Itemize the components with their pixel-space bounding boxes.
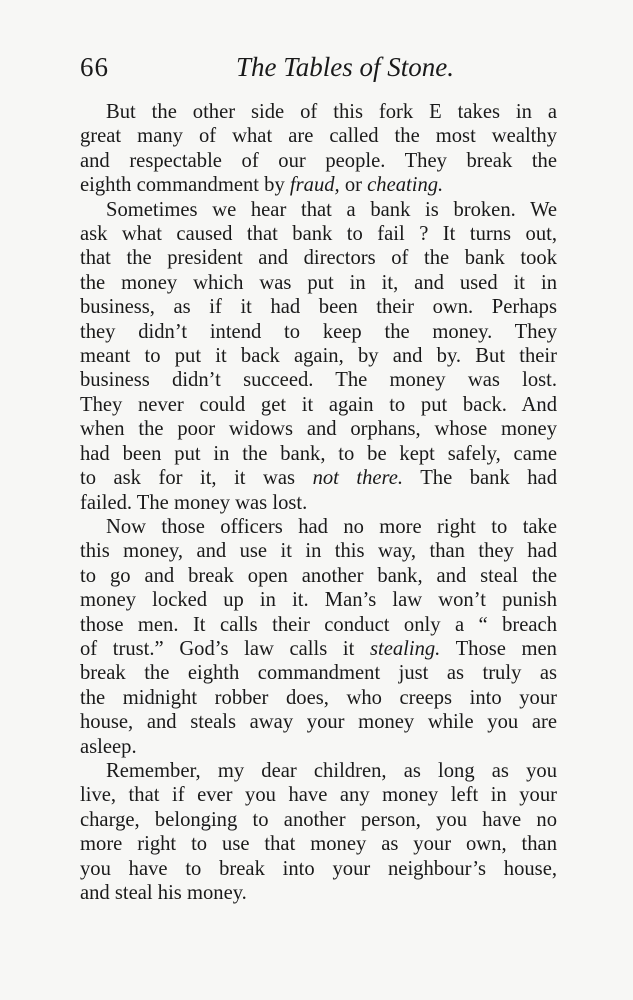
paragraph bbox=[80, 515, 557, 759]
text-line: those men. It calls their conduct only a “ breach bbox=[80, 613, 557, 636]
italic-text: fraud, bbox=[289, 174, 340, 197]
italic-text: stealing. bbox=[369, 637, 441, 660]
body-text bbox=[80, 100, 557, 905]
text-line: But the other side of this fork E takes in a bbox=[106, 101, 557, 123]
text-line: break the eighth commandment just as truly as bbox=[80, 662, 557, 685]
text-line: you have to break into your neighbour’s house, bbox=[80, 857, 557, 880]
text-line: meant to put it back again, by and by. But their bbox=[80, 345, 557, 368]
text-line: to go and break open another bank, and steal the bbox=[80, 564, 557, 587]
text-line: that the president and directors of the bank took bbox=[80, 247, 557, 270]
text-line: of trust.” God’s law calls it stealing. Those men bbox=[80, 637, 557, 660]
text-line: the midnight robber does, who creeps into your bbox=[80, 686, 557, 709]
text-line: ask what caused that bank to fail ? It turns out, bbox=[80, 223, 557, 246]
running-title: The Tables of Stone. bbox=[235, 52, 455, 82]
text-line: eighth commandment by fraud, or cheating. bbox=[80, 174, 444, 197]
text-line: great many of what are called the most wealthy bbox=[80, 125, 557, 148]
text-line: when the poor widows and orphans, whose money bbox=[80, 418, 557, 441]
text-line: had been put in the bank, to be kept safely, came bbox=[80, 442, 557, 465]
text-line: more right to use that money as your own, than bbox=[80, 833, 557, 856]
text-line: the money which was put in it, and used it in bbox=[80, 271, 557, 294]
italic-text: not there. bbox=[312, 467, 404, 490]
text-line: failed. The money was lost. bbox=[80, 491, 308, 514]
paragraph bbox=[80, 100, 557, 198]
page-header bbox=[80, 52, 560, 92]
text-line: and steal his money. bbox=[80, 882, 247, 904]
text-line: business didn’t succeed. The money was lost. bbox=[80, 369, 557, 392]
text-line: money locked up in it. Man’s law won’t punish bbox=[80, 589, 557, 612]
text-line: They never could get it again to put back. And bbox=[80, 393, 557, 416]
paragraph bbox=[80, 198, 557, 515]
text-line: asleep. bbox=[80, 735, 137, 758]
text-line: business, as if it had been their own. Perhaps bbox=[80, 296, 557, 319]
text-line: live, that if ever you have any money left in your bbox=[80, 784, 557, 807]
text-line: house, and steals away your money while you are bbox=[80, 711, 557, 734]
text-line: and respectable of our people. They break the bbox=[80, 149, 557, 172]
text-line: this money, and use it in this way, than they had bbox=[80, 540, 557, 563]
text-line: Remember, my dear children, as long as you bbox=[106, 759, 557, 782]
text-line: they didn’t intend to keep the money. They bbox=[80, 320, 557, 343]
text-line: Sometimes we hear that a bank is broken. We bbox=[106, 198, 557, 221]
text-line: to ask for it, it was not there. The bank had bbox=[80, 467, 557, 490]
text-line: Now those officers had no more right to take bbox=[106, 515, 557, 538]
page-number: 66 bbox=[80, 52, 109, 82]
paragraph bbox=[80, 759, 557, 905]
text-line: charge, belonging to another person, you have no bbox=[80, 808, 557, 831]
italic-text: cheating. bbox=[367, 174, 444, 197]
